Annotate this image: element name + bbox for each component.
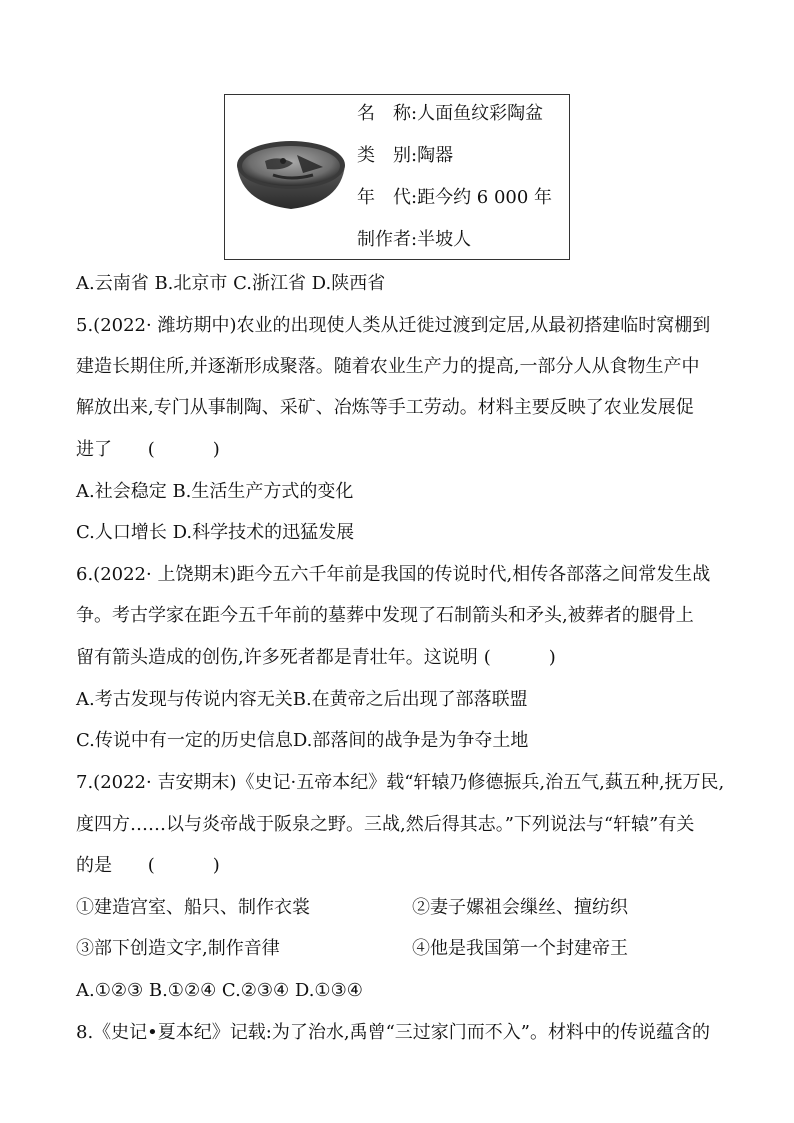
q5-line-1: 5.(2022· 潍坊期中)农业的出现使人类从迁徙过渡到定居,从最初搭建临时窝棚到 bbox=[76, 315, 711, 336]
q4-options: A.云南省 B.北京市 C.浙江省 D.陕西省 bbox=[76, 273, 386, 294]
q7-stem-end: 的是 bbox=[76, 855, 112, 876]
artifact-type: 类 别:陶器 bbox=[357, 145, 454, 166]
q6-line-1: 6.(2022· 上饶期末)距今五六千年前是我国的传说时代,相传各部落之间常发生战 bbox=[76, 564, 711, 585]
answer-paren-close: ) bbox=[212, 439, 220, 460]
answer-paren-open: ( bbox=[147, 439, 155, 460]
q7-line-1: 7.(2022· 吉安期末)《史记·五帝本纪》载“轩辕乃修德振兵,治五气,蓺五种,抚万民, bbox=[76, 772, 725, 793]
q7-statement-2: ②妻子嫘祖会缫丝、擅纺织 bbox=[412, 897, 628, 918]
q7-line-2: 度四方……以与炎帝战于阪泉之野。三战,然后得其志。”下列说法与“轩辕”有关 bbox=[76, 814, 695, 835]
q7-options: A.①②③ B.①②④ C.②③④ D.①③④ bbox=[76, 980, 363, 1001]
artifact-name: 名 称:人面鱼纹彩陶盆 bbox=[357, 103, 544, 124]
q5-options-ab: A.社会稳定 B.生活生产方式的变化 bbox=[76, 481, 354, 502]
q7-statement-1: ①建造宫室、船只、制作衣裳 bbox=[76, 897, 310, 918]
q6-options-ab: A.考古发现与传说内容无关B.在黄帝之后出现了部落联盟 bbox=[76, 689, 528, 710]
q5-line-4 bbox=[76, 438, 220, 462]
q6-stem-end: 留有箭头造成的创伤,许多死者都是青壮年。这说明 bbox=[76, 647, 478, 668]
q5-options-cd: C.人口增长 D.科学技术的迅猛发展 bbox=[76, 522, 355, 543]
q7-line-3 bbox=[76, 854, 220, 878]
answer-paren-open: ( bbox=[483, 647, 491, 668]
answer-paren-close: ) bbox=[548, 647, 556, 668]
artifact-era: 年 代:距今约 6 000 年 bbox=[357, 187, 553, 208]
q7-statement-3: ③部下创造文字,制作音律 bbox=[76, 938, 280, 959]
answer-paren-open: ( bbox=[147, 855, 155, 876]
painted-pottery-basin-image bbox=[233, 137, 349, 213]
artifact-info-box bbox=[224, 94, 570, 260]
artifact-maker: 制作者:半坡人 bbox=[357, 229, 472, 250]
q5-stem-end: 进了 bbox=[76, 439, 112, 460]
q6-options-cd: C.传说中有一定的历史信息D.部落间的战争是为争夺土地 bbox=[76, 730, 529, 751]
q6-line-2: 争。考古学家在距今五千年前的墓葬中发现了石制箭头和矛头,被葬者的腿骨上 bbox=[76, 605, 694, 626]
q7-statement-4: ④他是我国第一个封建帝王 bbox=[412, 938, 628, 959]
q5-line-3: 解放出来,专门从事制陶、采矿、冶炼等手工劳动。材料主要反映了农业发展促 bbox=[76, 397, 694, 418]
q6-line-3 bbox=[76, 646, 556, 670]
answer-paren-close: ) bbox=[212, 855, 220, 876]
q8-line-1: 8.《史记•夏本纪》记载:为了治水,禹曾“三过家门而不入”。材料中的传说蕴含的 bbox=[76, 1022, 710, 1043]
q5-line-2: 建造长期住所,并逐渐形成聚落。随着农业生产力的提高,一部分人从食物生产中 bbox=[76, 356, 700, 377]
